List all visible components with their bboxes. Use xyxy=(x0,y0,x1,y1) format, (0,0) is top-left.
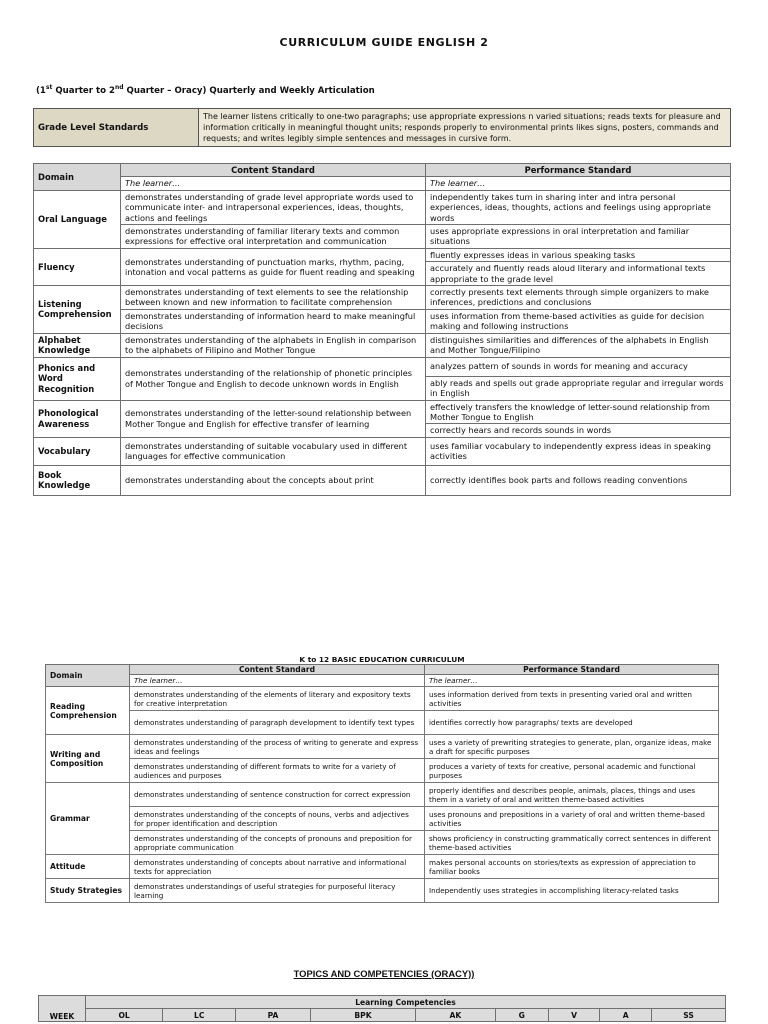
column-header: G xyxy=(495,1009,548,1022)
table-row xyxy=(46,687,719,711)
content-cell: demonstrates understanding of the alphabets in English in comparison to the alphabets of Filipino and Mother Tongue xyxy=(121,333,426,357)
content-cell: demonstrates understanding of different formats to write for a variety of audiences and purposes xyxy=(130,759,425,783)
content-cell: demonstrates understanding of the letter-sound relationship between Mother Tongue and English for effective transfer of learning xyxy=(121,400,426,437)
domain-cell: Book Knowledge xyxy=(34,465,121,495)
domain-cell: Writing and Composition xyxy=(46,735,130,783)
standards-table-literacy xyxy=(45,664,719,903)
learner-label: The learner… xyxy=(130,675,425,687)
table-header-row xyxy=(39,996,726,1009)
domain-cell: Attitude xyxy=(46,855,130,879)
content-cell: demonstrates understanding of concepts about narrative and informational texts for appreciation xyxy=(130,855,425,879)
performance-cell: makes personal accounts on stories/texts as expression of appreciation to familiar books xyxy=(425,855,719,879)
column-header: V xyxy=(548,1009,600,1022)
domain-cell: Phonological Awareness xyxy=(34,400,121,437)
performance-cell: ably reads and spells out grade appropriate regular and irregular words in English xyxy=(426,376,731,400)
performance-cell: properly identifies and describes people, animals, places, things and uses them in a variety of oral and written theme-based activities xyxy=(425,783,719,807)
content-cell: demonstrates understanding of grade level appropriate words used to communicate inter- and intrapersonal experiences, ideas, thoughts, actions and feelings xyxy=(121,190,426,224)
table-row xyxy=(46,783,719,807)
content-cell: demonstrates understanding of the concepts of nouns, verbs and adjectives for proper identification and description xyxy=(130,807,425,831)
grade-level-text: The learner listens critically to one-two paragraphs; use appropriate expressions n varied situations; reads texts for pleasure and information critically in meaningful thought units; responds properly to environmental prints likes signs, posters, commands and requests; and writes legibly simple sentences and messages in cursive form. xyxy=(199,109,731,147)
content-cell: demonstrates understanding of the elements of literary and expository texts for creative interpretation xyxy=(130,687,425,711)
domain-header: Domain xyxy=(34,164,121,191)
learner-row xyxy=(46,675,719,687)
content-standard-header: Content Standard xyxy=(130,665,425,675)
table-row xyxy=(34,333,731,357)
grade-level-standards-table xyxy=(33,108,731,147)
table-row xyxy=(34,437,731,465)
grade-level-label: Grade Level Standards xyxy=(34,109,199,147)
content-cell: demonstrates understanding about the concepts about print xyxy=(121,465,426,495)
column-header: A xyxy=(600,1009,652,1022)
table-row xyxy=(46,711,719,735)
content-cell: demonstrates understanding of suitable vocabulary used in different languages for effective communication xyxy=(121,437,426,465)
table-header-row xyxy=(34,164,731,177)
column-header: SS xyxy=(651,1009,725,1022)
performance-cell: uses information from theme-based activities as guide for decision making and following instructions xyxy=(426,309,731,333)
learner-label: The learner… xyxy=(426,177,731,190)
curriculum-caption: K to 12 BASIC EDUCATION CURRICULUM xyxy=(299,655,465,664)
performance-cell: correctly presents text elements through simple organizers to make inferences, predictions and conclusions xyxy=(426,286,731,310)
domain-cell: Reading Comprehension xyxy=(46,687,130,735)
domain-cell: Study Strategies xyxy=(46,879,130,903)
domain-cell: Grammar xyxy=(46,783,130,855)
performance-cell: distinguishes similarities and differences of the alphabets in English and Mother Tongue/Filipino xyxy=(426,333,731,357)
document-title: CURRICULUM GUIDE ENGLISH 2 xyxy=(279,36,489,49)
domain-cell: Oral Language xyxy=(34,190,121,248)
table-row xyxy=(34,225,731,249)
table-row xyxy=(34,465,731,495)
performance-cell: Independently uses strategies in accomplishing literacy-related tasks xyxy=(425,879,719,903)
content-cell: demonstrates understanding of the relationship of phonetic principles of Mother Tongue and English to decode unknown words in English xyxy=(121,357,426,400)
table-row xyxy=(34,248,731,261)
table-row xyxy=(46,879,719,903)
standards-table-oracy xyxy=(33,163,731,496)
performance-cell: fluently expresses ideas in various speaking tasks xyxy=(426,248,731,261)
performance-cell: uses pronouns and prepositions in a variety of oral and written theme-based activities xyxy=(425,807,719,831)
domain-cell: Alphabet Knowledge xyxy=(34,333,121,357)
table-row xyxy=(34,309,731,333)
table-row xyxy=(46,831,719,855)
table-row xyxy=(46,855,719,879)
performance-standard-header: Performance Standard xyxy=(425,665,719,675)
domain-cell: Phonics and Word Recognition xyxy=(34,357,121,400)
content-cell: demonstrates understanding of information heard to make meaningful decisions xyxy=(121,309,426,333)
performance-cell: shows proficiency in constructing grammatically correct sentences in different theme-based activities xyxy=(425,831,719,855)
week-header: WEEK xyxy=(39,996,86,1022)
performance-cell: effectively transfers the knowledge of letter-sound relationship from Mother Tongue to English xyxy=(426,400,731,424)
performance-cell: uses appropriate expressions in oral interpretation and familiar situations xyxy=(426,225,731,249)
learning-competencies-header: Learning Competencies xyxy=(86,996,726,1009)
learner-row xyxy=(34,177,731,190)
table-header-row xyxy=(46,665,719,675)
domain-cell: Listening Comprehension xyxy=(34,286,121,334)
learner-label: The learner… xyxy=(425,675,719,687)
performance-cell: identifies correctly how paragraphs/ texts are developed xyxy=(425,711,719,735)
column-header: AK xyxy=(416,1009,495,1022)
competencies-table xyxy=(38,995,726,1022)
domain-cell: Fluency xyxy=(34,248,121,285)
column-header: BPK xyxy=(310,1009,415,1022)
performance-cell: analyzes pattern of sounds in words for meaning and accuracy xyxy=(426,357,731,376)
performance-cell: correctly hears and records sounds in words xyxy=(426,424,731,437)
learner-label: The learner… xyxy=(121,177,426,190)
performance-cell: uses a variety of prewriting strategies to generate, plan, organize ideas, make a draft for specific purposes xyxy=(425,735,719,759)
domain-header: Domain xyxy=(46,665,130,687)
document-subtitle: (1st Quarter to 2nd Quarter – Oracy) Quarterly and Weekly Articulation xyxy=(36,84,375,96)
table-row xyxy=(46,735,719,759)
column-header: LC xyxy=(163,1009,236,1022)
topics-title: TOPICS AND COMPETENCIES (ORACY)) xyxy=(293,968,475,979)
performance-cell: independently takes turn in sharing inter and intra personal experiences, ideas, thoughts, actions and feelings using appropriate words xyxy=(426,190,731,224)
table-row xyxy=(46,759,719,783)
domain-cell: Vocabulary xyxy=(34,437,121,465)
content-standard-header: Content Standard xyxy=(121,164,426,177)
content-cell: demonstrates understandings of useful strategies for purposeful literacy learning xyxy=(130,879,425,903)
performance-cell: correctly identifies book parts and follows reading conventions xyxy=(426,465,731,495)
content-cell: demonstrates understanding of the process of writing to generate and express ideas and feelings xyxy=(130,735,425,759)
content-cell: demonstrates understanding of paragraph development to identify text types xyxy=(130,711,425,735)
performance-cell: accurately and fluently reads aloud literary and informational texts appropriate to the grade level xyxy=(426,262,731,286)
table-row xyxy=(34,400,731,424)
performance-cell: uses information derived from texts in presenting varied oral and written activities xyxy=(425,687,719,711)
table-row xyxy=(34,286,731,310)
performance-cell: produces a variety of texts for creative, personal academic and functional purposes xyxy=(425,759,719,783)
content-cell: demonstrates understanding of text elements to see the relationship between known and new information to facilitate comprehension xyxy=(121,286,426,310)
competency-columns-row xyxy=(39,1009,726,1022)
content-cell: demonstrates understanding of punctuation marks, rhythm, pacing, intonation and vocal patterns as guide for fluent reading and speaking xyxy=(121,248,426,285)
table-row xyxy=(46,807,719,831)
content-cell: demonstrates understanding of sentence construction for correct expression xyxy=(130,783,425,807)
performance-standard-header: Performance Standard xyxy=(426,164,731,177)
column-header: PA xyxy=(236,1009,311,1022)
content-cell: demonstrates understanding of the concepts of pronouns and preposition for appropriate communication xyxy=(130,831,425,855)
table-row xyxy=(34,357,731,376)
performance-cell: uses familiar vocabulary to independently express ideas in speaking activities xyxy=(426,437,731,465)
content-cell: demonstrates understanding of familiar literary texts and common expressions for effective oral interpretation and communication xyxy=(121,225,426,249)
column-header: OL xyxy=(86,1009,163,1022)
table-row xyxy=(34,190,731,224)
